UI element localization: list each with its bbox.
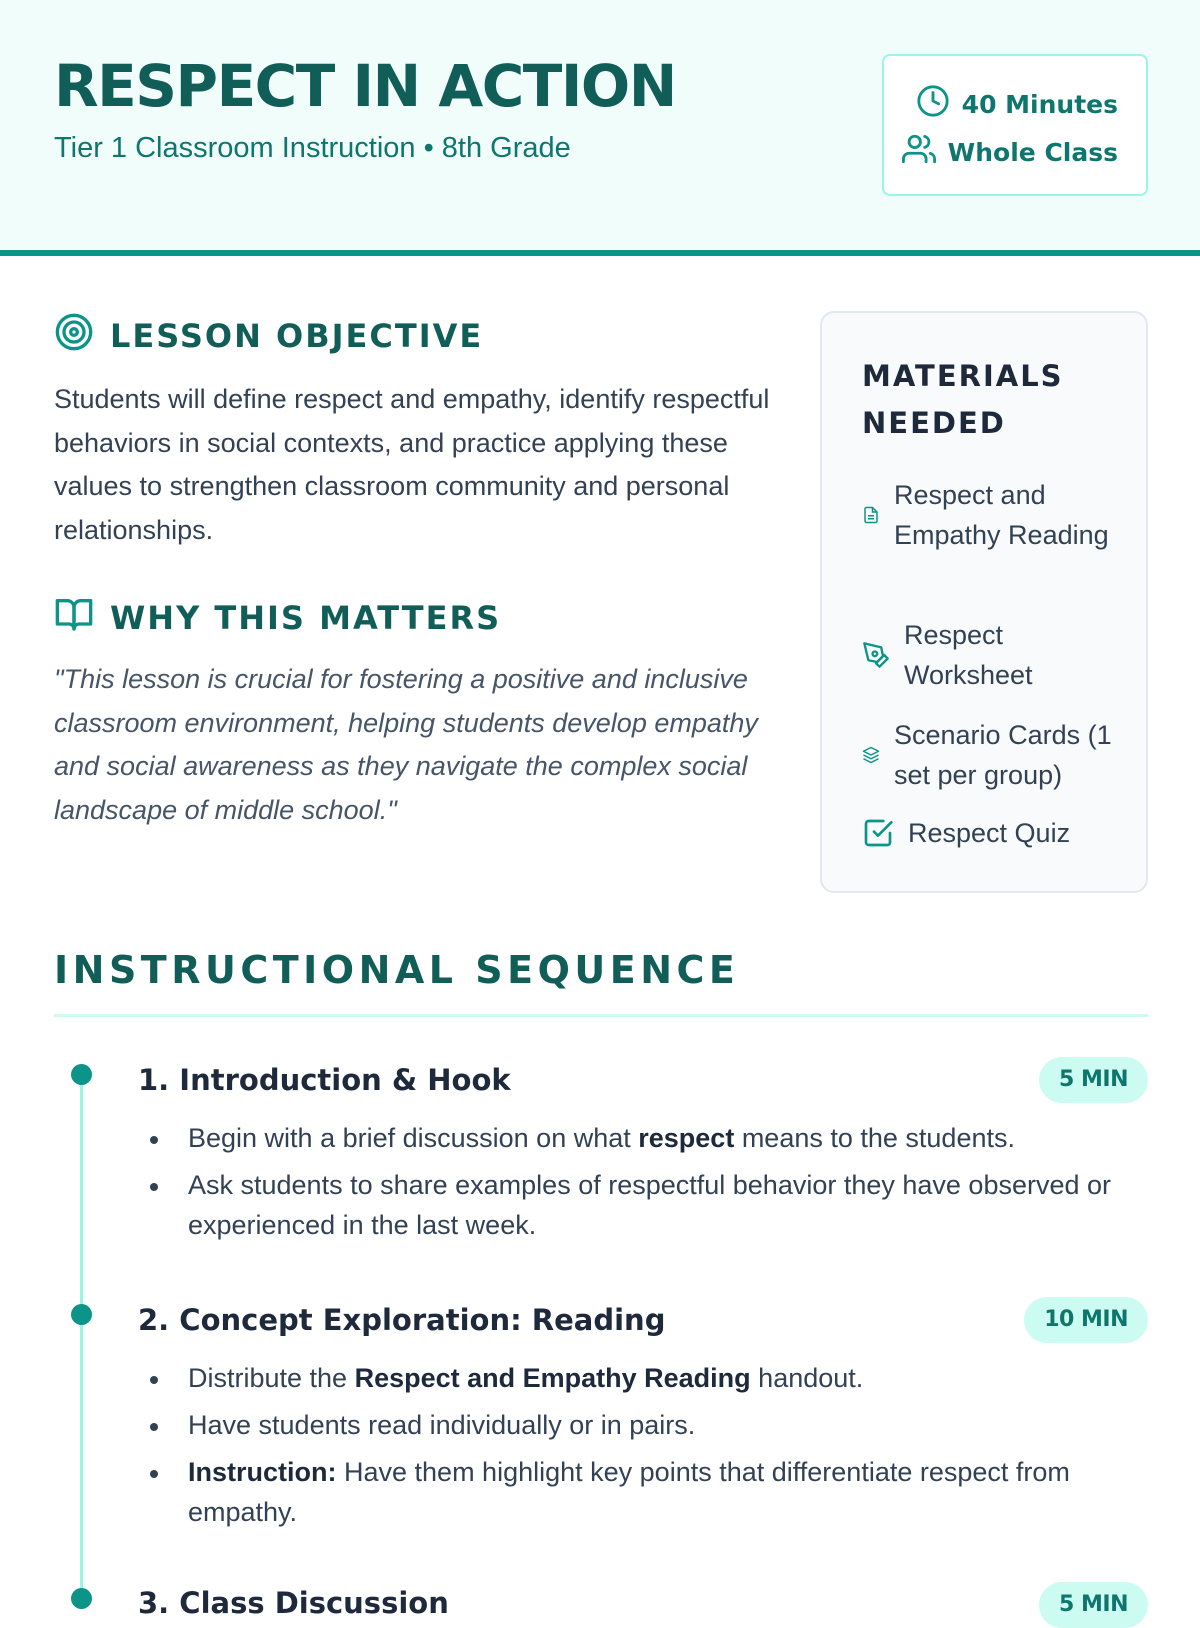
timeline-dot bbox=[71, 1304, 92, 1325]
timeline-line bbox=[80, 1074, 83, 1604]
lesson-meta-card bbox=[882, 54, 1148, 196]
material-label: Respect Quiz bbox=[908, 818, 1071, 848]
list-item: Instruction: Have them highlight key points that differentiate respect from empathy. bbox=[150, 1452, 1140, 1532]
book-icon bbox=[54, 594, 94, 642]
page-title: RESPECT IN ACTION bbox=[54, 52, 676, 120]
sequence-heading: INSTRUCTIONAL SEQUENCE bbox=[54, 948, 740, 992]
group-label: Whole Class bbox=[947, 137, 1118, 167]
layers-icon bbox=[862, 746, 880, 764]
material-label: Respect and Empathy Reading bbox=[894, 480, 1109, 550]
step-title: 3. Class Discussion bbox=[138, 1586, 449, 1620]
timeline-dot bbox=[71, 1064, 92, 1085]
timeline-dot bbox=[71, 1588, 92, 1609]
step-time-badge: 5 MIN bbox=[1039, 1057, 1148, 1103]
step-title: 1. Introduction & Hook bbox=[138, 1063, 511, 1097]
objective-heading-label: LESSON OBJECTIVE bbox=[110, 317, 484, 355]
group-row bbox=[902, 132, 1118, 172]
list-item: Distribute the Respect and Empathy Reading handout. bbox=[150, 1358, 1140, 1398]
list-item: Have students read individually or in pairs. bbox=[150, 1405, 1140, 1445]
material-item bbox=[862, 615, 1132, 695]
list-item: Ask students to share examples of respectful behavior they have observed or experienced in the last week. bbox=[150, 1165, 1140, 1245]
why-quote: "This lesson is crucial for fostering a positive and inclusive classroom environment, helping students develop empathy and social awareness as they navigate the complex social landscape of middle school." bbox=[54, 664, 758, 825]
step-title: 2. Concept Exploration: Reading bbox=[138, 1303, 666, 1337]
page-subtitle: Tier 1 Classroom Instruction • 8th Grade bbox=[54, 132, 571, 164]
step-bullets bbox=[150, 1118, 1140, 1252]
checkbox-icon bbox=[862, 817, 894, 849]
document-icon bbox=[862, 506, 880, 524]
target-icon bbox=[54, 312, 94, 360]
duration-row bbox=[916, 84, 1118, 124]
step-time-badge: 10 MIN bbox=[1024, 1297, 1148, 1343]
users-icon bbox=[902, 132, 936, 172]
list-item: Begin with a brief discussion on what respect means to the students. bbox=[150, 1118, 1140, 1158]
material-item bbox=[862, 475, 1132, 555]
sequence-divider bbox=[54, 1014, 1148, 1017]
clock-icon bbox=[916, 84, 950, 124]
material-item bbox=[862, 813, 1132, 853]
material-label: Scenario Cards (1 set per group) bbox=[894, 720, 1112, 790]
step-time-badge: 5 MIN bbox=[1039, 1582, 1148, 1628]
material-item bbox=[862, 715, 1132, 795]
objective-heading bbox=[54, 312, 483, 360]
materials-heading: MATERIALS NEEDED bbox=[862, 359, 1064, 440]
materials-card bbox=[820, 311, 1148, 893]
why-heading bbox=[54, 594, 501, 642]
lesson-header bbox=[0, 0, 1200, 256]
why-heading-label: WHY THIS MATTERS bbox=[110, 599, 502, 637]
step-bullets bbox=[150, 1358, 1140, 1539]
pen-icon bbox=[862, 641, 890, 669]
objective-text: Students will define respect and empathy, identify respectful behaviors in social contexts, and practice applying these values to strengthen classroom community and personal relationships. bbox=[54, 384, 770, 545]
duration-label: 40 Minutes bbox=[961, 89, 1118, 119]
material-label: Respect Worksheet bbox=[904, 620, 1033, 690]
